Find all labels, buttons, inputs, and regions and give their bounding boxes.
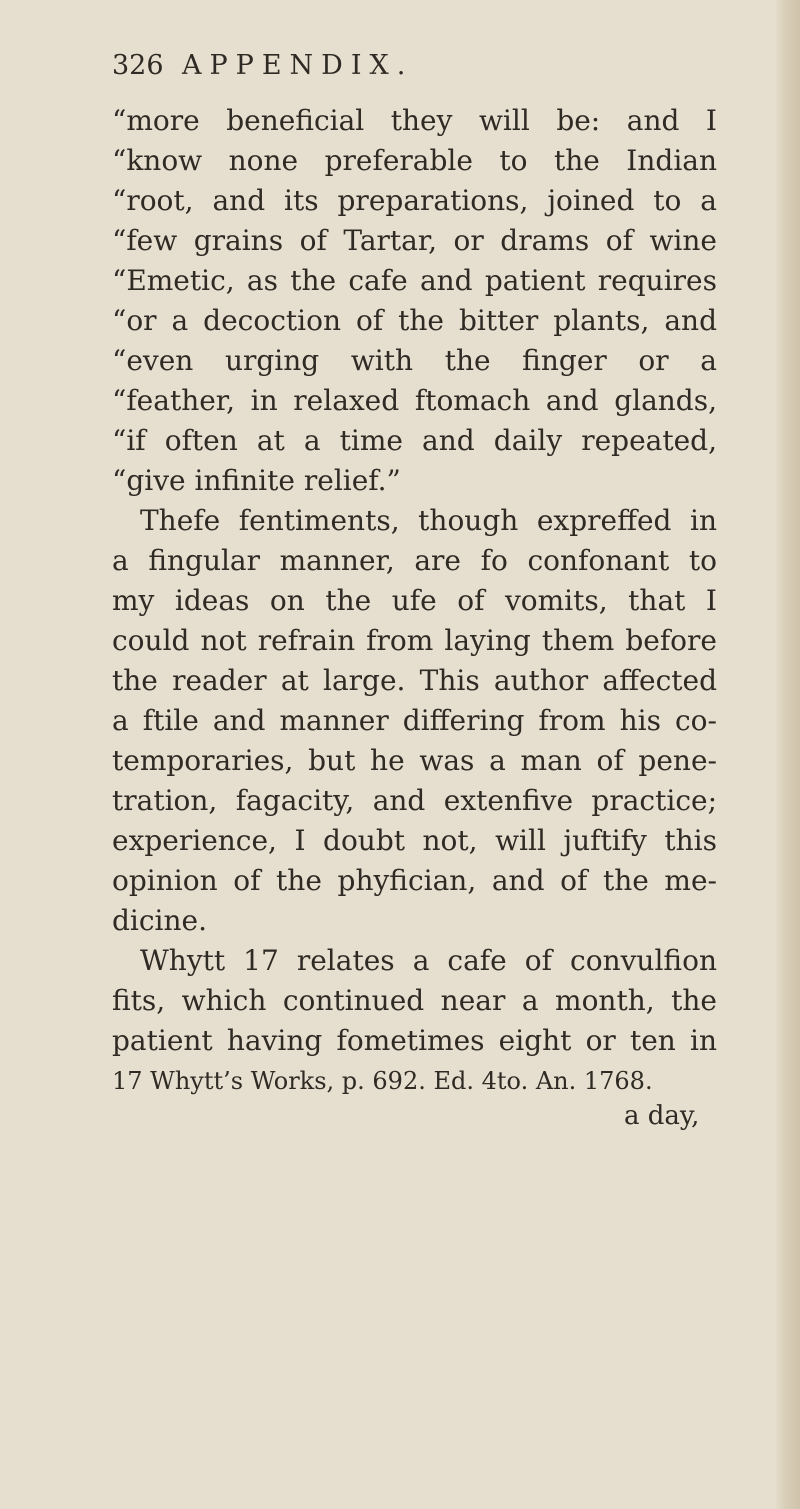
text-line: “feather, in relaxed ftomach and glands, xyxy=(112,384,717,417)
header-title: APPENDIX. xyxy=(182,50,414,81)
text-line: “root, and its preparations, joined to a xyxy=(112,184,717,217)
text-line: a ftile and manner differing from his co- xyxy=(112,704,717,737)
page-number: 326 xyxy=(112,50,164,81)
text-line: “or a decoction of the bitter plants, and xyxy=(112,304,717,337)
text-line: dicine. xyxy=(112,904,208,937)
text-line: tration, fagacity, and extenfive practice; xyxy=(112,784,717,817)
catchword: a day, xyxy=(624,1101,700,1131)
text-line: the reader at large. This author affected xyxy=(112,664,717,697)
text-line: “give infinite relief.” xyxy=(112,464,401,497)
text-line: “know none preferable to the Indian xyxy=(112,144,717,177)
text-line: “more beneficial they will be: and I xyxy=(112,104,717,137)
text-line: Thefe fentiments, though expreffed in xyxy=(140,504,717,537)
text-line: “if often at a time and daily repeated, xyxy=(112,424,717,457)
text-line: “Emetic, as the cafe and patient requires xyxy=(112,264,717,297)
text-line: fits, which continued near a month, the xyxy=(112,984,717,1017)
text-line: “even urging with the finger or a xyxy=(112,344,717,377)
running-head xyxy=(112,50,722,90)
text-line: patient having fometimes eight or ten in xyxy=(112,1024,717,1057)
text-line: a fingular manner, are fo confonant to xyxy=(112,544,717,577)
page-edge xyxy=(776,0,800,1509)
body-text xyxy=(112,101,717,1061)
text-line: could not refrain from laying them before xyxy=(112,624,717,657)
text-line: opinion of the phyfician, and of the me- xyxy=(112,864,717,897)
text-line: Whytt 17 relates a cafe of convulfion xyxy=(140,944,717,977)
text-line: “few grains of Tartar, or drams of wine xyxy=(112,224,717,257)
text-line: my ideas on the ufe of vomits, that I xyxy=(112,584,717,617)
text-line: temporaries, but he was a man of pene- xyxy=(112,744,717,777)
text-line: experience, I doubt not, will juftify this xyxy=(112,824,717,857)
footnote: 17 Whytt’s Works, p. 692. Ed. 4to. An. 1768. xyxy=(112,1067,653,1095)
